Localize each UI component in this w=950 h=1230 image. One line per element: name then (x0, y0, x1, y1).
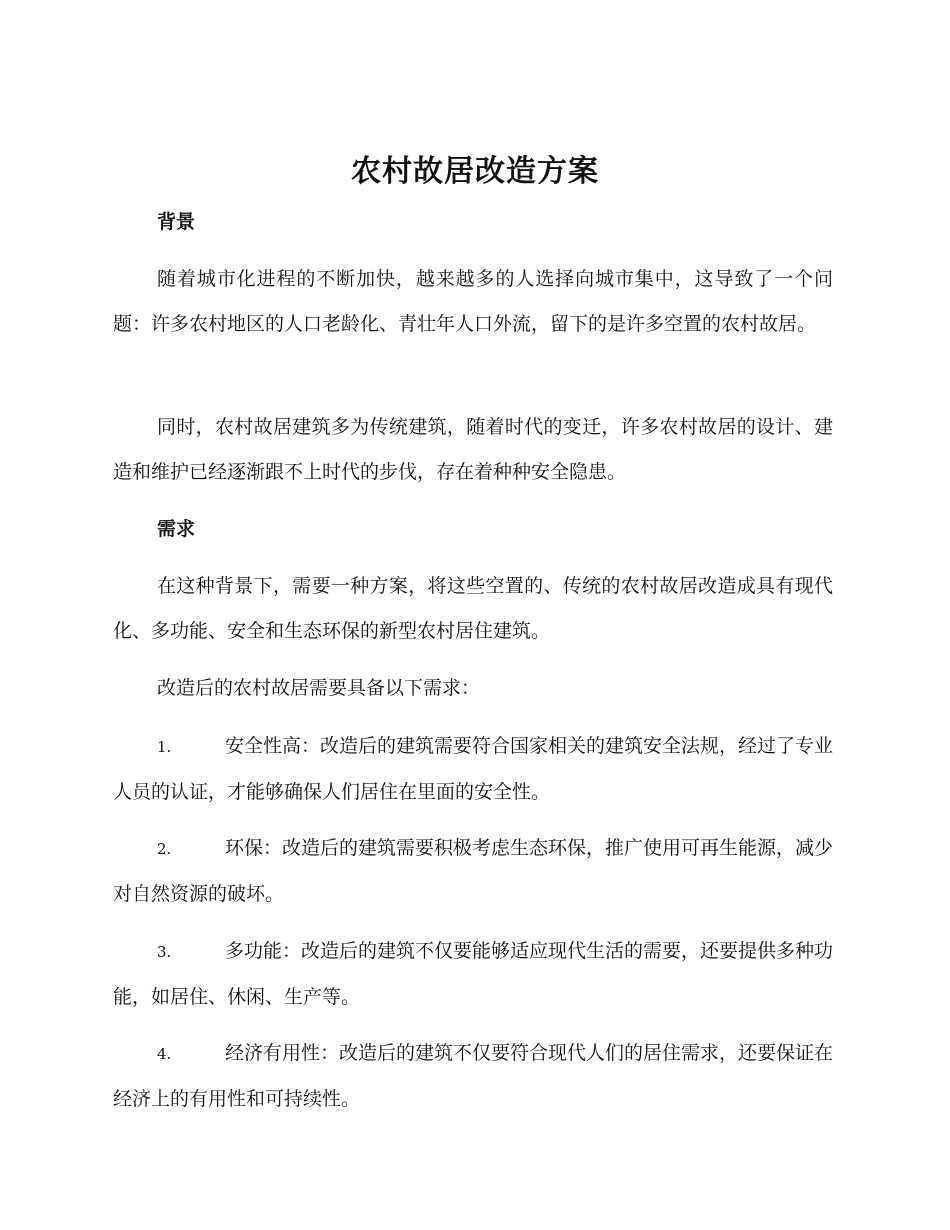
section-heading-requirements: 需求 (157, 518, 196, 540)
list-item-text: 经济有用性：改造后的建筑不仅要符合现代人们的居住需求，还要保证在经济上的有用性和可持续性。 (113, 1042, 834, 1110)
document-title: 农村故居改造方案 (351, 154, 599, 189)
paragraph: 同时，农村故居建筑多为传统建筑，随着时代的变迁，许多农村故居的设计、建造和维护已经逐渐跟不上时代的步伐，存在着种种安全隐患。 (113, 416, 833, 483)
list-item-number: 2. (157, 840, 172, 858)
list-item (113, 929, 833, 1020)
list-item-text: 环保：改造后的建筑需要积极考虑生态环保，推广使用可再生能源，减少对自然资源的破坏。 (113, 837, 834, 905)
list-item-number: 1. (157, 738, 172, 756)
list-item (113, 724, 833, 815)
list-item-number: 4. (157, 1045, 172, 1063)
paragraph: 在这种背景下，需要一种方案，将这些空置的、传统的农村故居改造成具有现代化、多功能、安全和生态环保的新型农村居住建筑。 (113, 575, 833, 642)
list-item (113, 1031, 833, 1122)
list-item-text: 多功能：改造后的建筑不仅要能够适应现代生活的需要，还要提供多种功能，如居住、休闲、生产等。 (113, 940, 834, 1008)
paragraph: 改造后的农村故居需要具备以下需求： (157, 677, 481, 699)
list-item-number: 3. (157, 943, 172, 961)
section-heading-background: 背景 (157, 211, 196, 233)
list-item-text: 安全性高：改造后的建筑需要符合国家相关的建筑安全法规，经过了专业人员的认证，才能够确保人们居住在里面的安全性。 (113, 735, 834, 803)
list-item (113, 826, 833, 917)
paragraph: 随着城市化进程的不断加快，越来越多的人选择向城市集中，这导致了一个问题：许多农村地区的人口老龄化、青壮年人口外流，留下的是许多空置的农村故居。 (113, 268, 833, 335)
